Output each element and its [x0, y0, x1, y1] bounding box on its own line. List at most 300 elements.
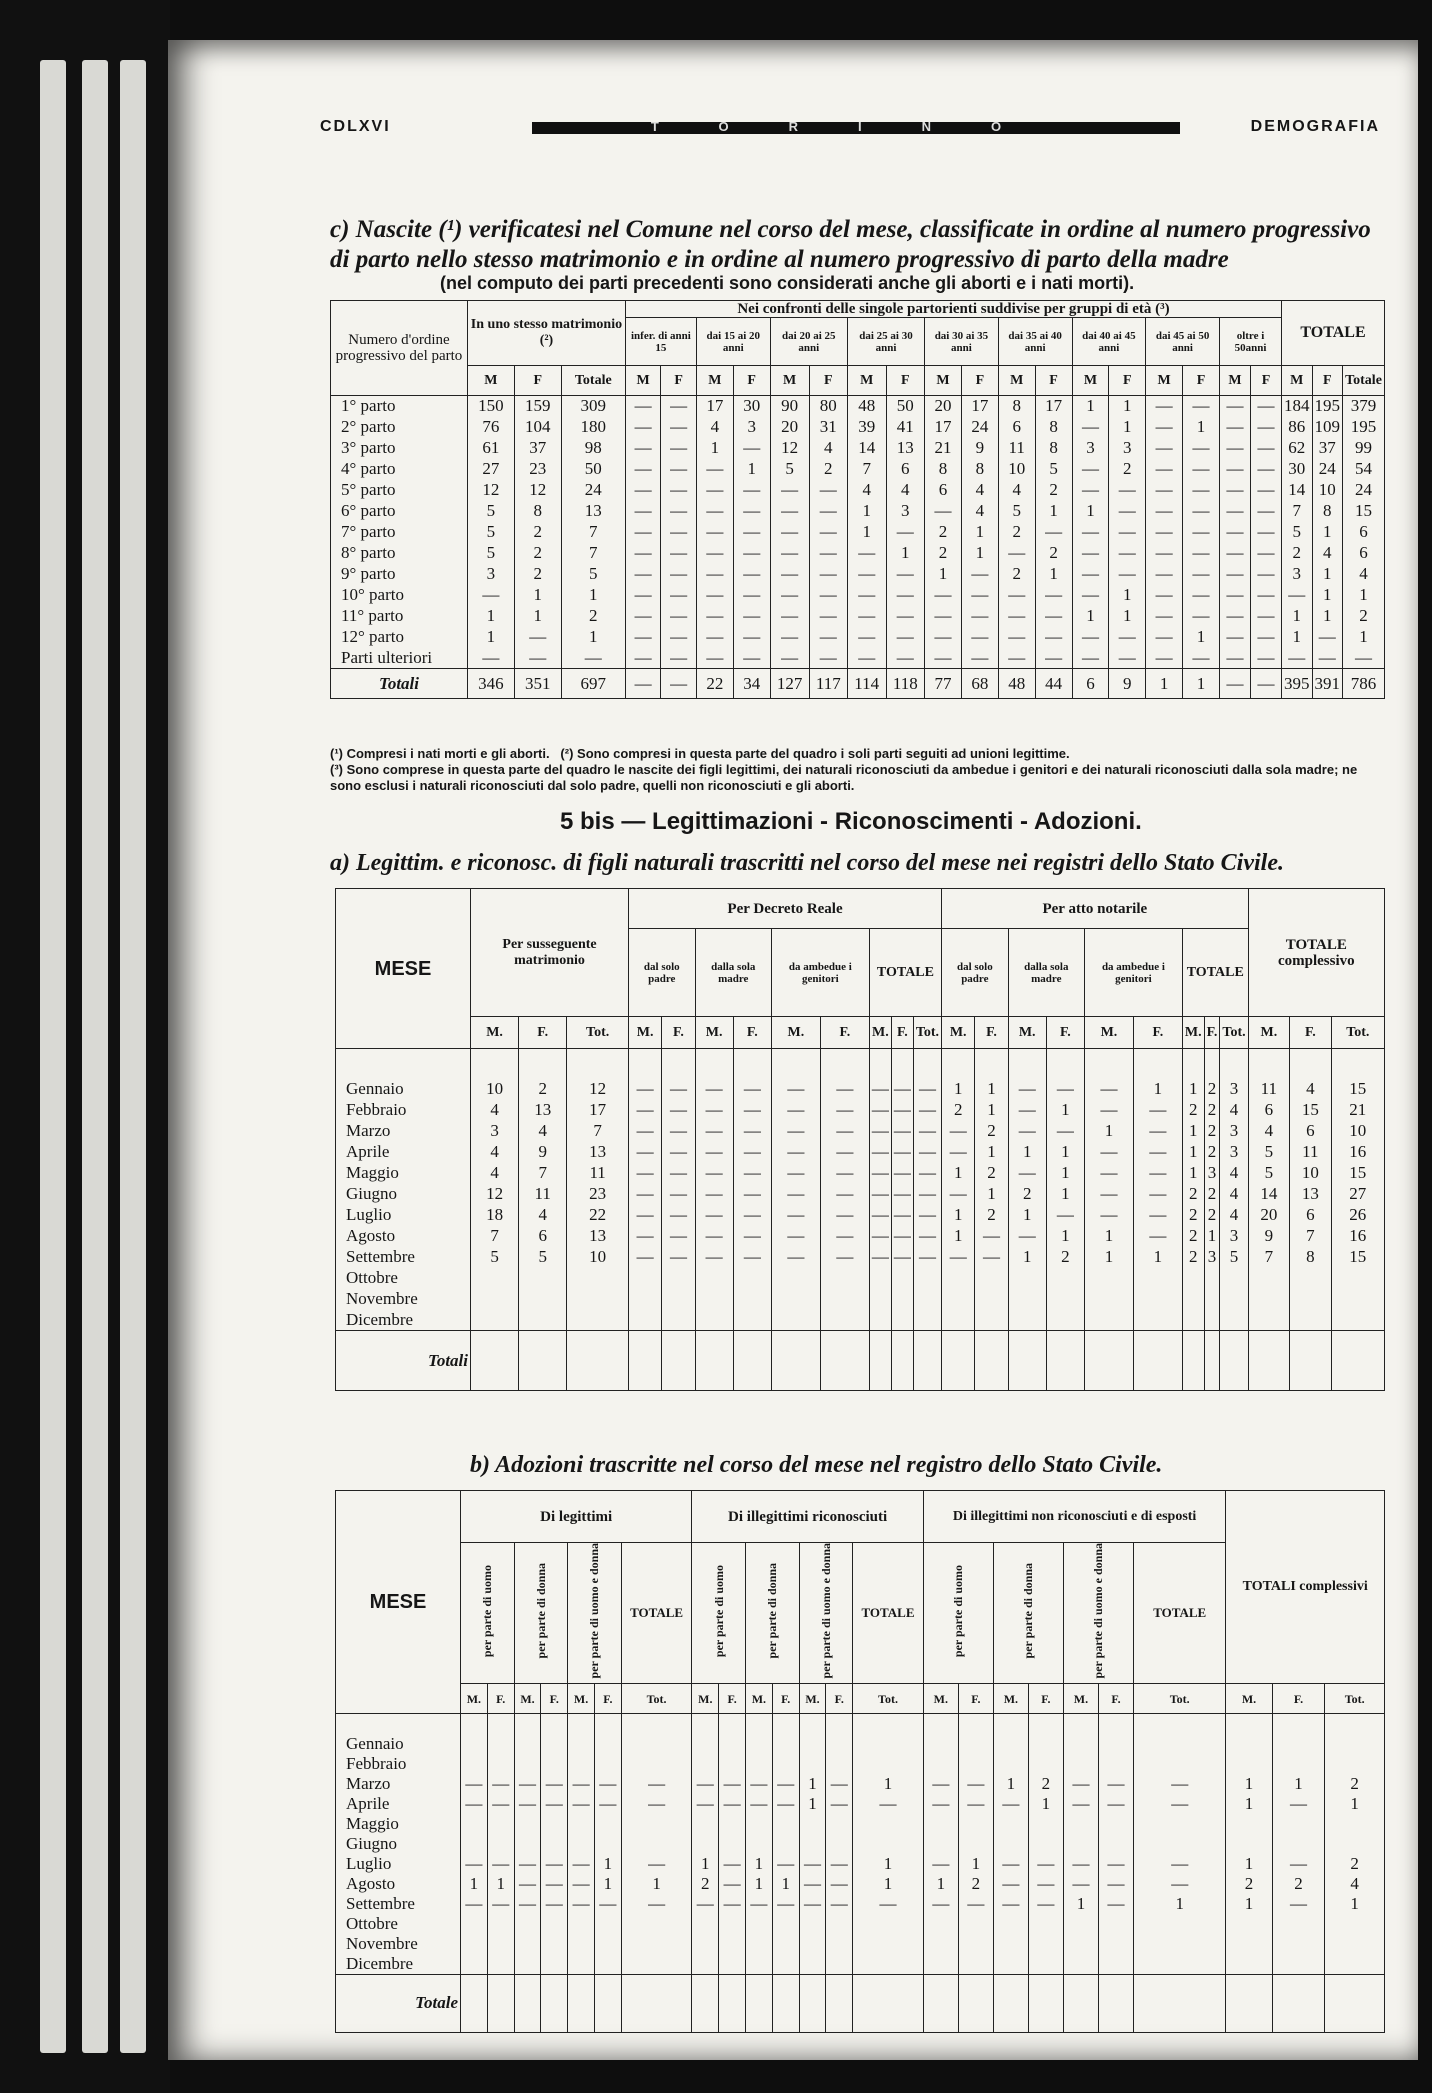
- row-label: 3° parto: [331, 438, 468, 459]
- cell: [1046, 1289, 1084, 1310]
- cell: —: [1219, 501, 1250, 522]
- cell: —: [1008, 1100, 1046, 1121]
- cell: [1182, 1268, 1204, 1289]
- cell: —: [820, 1142, 869, 1163]
- cell: [461, 1954, 488, 1975]
- cell: —: [1072, 522, 1109, 543]
- cell: —: [869, 1100, 891, 1121]
- cell: —: [1250, 585, 1281, 606]
- cell: [1272, 1754, 1325, 1774]
- cell: 31: [809, 417, 847, 438]
- cell: [820, 1289, 869, 1310]
- cell: —: [661, 543, 697, 564]
- cell: —: [1250, 417, 1281, 438]
- cell: 2: [1204, 1142, 1220, 1163]
- cell: 14: [1248, 1184, 1290, 1205]
- cell: [519, 1289, 567, 1310]
- cell: 1: [925, 564, 962, 585]
- film-strip: [82, 60, 108, 2053]
- col-totale: TOTALE: [1282, 301, 1385, 366]
- cell: 2: [1008, 1184, 1046, 1205]
- table-row: [331, 627, 1385, 648]
- cell: 1: [1226, 1854, 1272, 1874]
- age-group-4: dai 30 ai 35 anni: [925, 318, 999, 366]
- cell: —: [1084, 1079, 1133, 1100]
- cell: 379: [1343, 396, 1385, 417]
- cell: [1204, 1310, 1220, 1331]
- cell: [1134, 1714, 1226, 1734]
- table-row: [336, 1100, 1385, 1121]
- cell: —: [1133, 1205, 1182, 1226]
- header-bar-text: TORINO: [650, 119, 1062, 134]
- table-row: [336, 1934, 1385, 1954]
- cell: 2: [1182, 1226, 1204, 1247]
- cell: 1: [1109, 417, 1146, 438]
- cell: —: [1146, 480, 1183, 501]
- cell: 21: [1331, 1100, 1384, 1121]
- cell: 1: [1035, 564, 1072, 585]
- cell: —: [696, 543, 733, 564]
- cell: —: [1109, 501, 1146, 522]
- cell: [471, 1049, 519, 1079]
- cell: [594, 1954, 621, 1975]
- cell: [662, 1049, 695, 1079]
- cell: —: [1133, 1163, 1182, 1184]
- table-row: [331, 480, 1385, 501]
- cell: —: [1183, 585, 1220, 606]
- cell: [519, 1268, 567, 1289]
- legitimations-table: [335, 888, 1385, 1391]
- cell: —: [891, 1100, 913, 1121]
- cell: —: [696, 522, 733, 543]
- cell: 3: [1220, 1142, 1248, 1163]
- cell: 8: [925, 459, 962, 480]
- cell: [923, 1714, 958, 1734]
- cell: [869, 1289, 891, 1310]
- cell: —: [733, 564, 770, 585]
- cell: —: [809, 480, 847, 501]
- cell: —: [1133, 1226, 1182, 1247]
- cell: 2: [1282, 543, 1313, 564]
- cell: [541, 1834, 568, 1854]
- mf-header: M: [696, 366, 733, 396]
- totals-label: Totale: [336, 1974, 461, 2032]
- cell: —: [487, 1774, 514, 1794]
- cell: —: [771, 1226, 820, 1247]
- cell: [746, 1834, 773, 1854]
- cell: [826, 1914, 853, 1934]
- cell: 2: [561, 606, 625, 627]
- cell: 2: [1028, 1774, 1063, 1794]
- cell: [695, 1049, 733, 1079]
- mf-header: F.: [1272, 1684, 1325, 1714]
- cell: [594, 1914, 621, 1934]
- cell: 4: [471, 1100, 519, 1121]
- cell: [923, 1814, 958, 1834]
- cell: 7: [847, 459, 886, 480]
- cell: [594, 1834, 621, 1854]
- cell: [471, 1289, 519, 1310]
- cell: —: [1008, 1226, 1046, 1247]
- cell: 2: [975, 1121, 1008, 1142]
- cell: 4: [1220, 1205, 1248, 1226]
- cell: —: [891, 1226, 913, 1247]
- page-header: [320, 118, 1380, 158]
- cell: 13: [567, 1142, 629, 1163]
- table-row: [336, 1142, 1385, 1163]
- cell: [487, 1714, 514, 1734]
- cell: 3: [1072, 438, 1109, 459]
- cell: 14: [847, 438, 886, 459]
- cell: [746, 1974, 773, 2032]
- cell: 3: [1282, 564, 1313, 585]
- cell: [975, 1289, 1008, 1310]
- cell: 7: [1282, 501, 1313, 522]
- cell: 4: [1290, 1079, 1332, 1100]
- row-label: Settembre: [336, 1247, 471, 1268]
- cell: —: [1063, 1854, 1098, 1874]
- sub-header-text: per parte di donna: [765, 1563, 780, 1659]
- cell: [1098, 1954, 1133, 1975]
- cell: 8: [1312, 501, 1343, 522]
- cell: [993, 1714, 1028, 1734]
- cell: —: [1035, 648, 1072, 669]
- cell: —: [886, 564, 925, 585]
- cell: [958, 1714, 993, 1734]
- totals-label: Totali: [331, 669, 468, 699]
- spacer-row: [336, 1714, 1385, 1734]
- cell: —: [733, 627, 770, 648]
- mf-header: F.: [958, 1684, 993, 1714]
- cell: 15: [1331, 1163, 1384, 1184]
- cell: —: [998, 585, 1035, 606]
- cell: [1272, 1934, 1325, 1954]
- cell: 1: [1325, 1894, 1385, 1914]
- cell: —: [1109, 480, 1146, 501]
- cell: —: [998, 648, 1035, 669]
- cell: [975, 1331, 1008, 1391]
- mf-header: M: [625, 366, 661, 396]
- cell: —: [1183, 501, 1220, 522]
- cell: [629, 1268, 662, 1289]
- cell: —: [661, 438, 697, 459]
- cell: —: [733, 1079, 771, 1100]
- cell: —: [886, 585, 925, 606]
- cell: [621, 1934, 692, 1954]
- cell: 2: [1226, 1874, 1272, 1894]
- cell: —: [733, 543, 770, 564]
- cell: 1: [1312, 522, 1343, 543]
- cell: [1063, 1934, 1098, 1954]
- cell: [1084, 1049, 1133, 1079]
- cell: 6: [1072, 669, 1109, 699]
- cell: 7: [471, 1226, 519, 1247]
- cell: [923, 1754, 958, 1774]
- cell: [820, 1268, 869, 1289]
- mf-header: F.: [541, 1684, 568, 1714]
- sub-header-2: da ambedue i genitori: [771, 929, 869, 1017]
- cell: [1325, 1754, 1385, 1774]
- cell: —: [692, 1774, 719, 1794]
- table-row: [331, 606, 1385, 627]
- cell: [975, 1268, 1008, 1289]
- cell: [993, 1754, 1028, 1774]
- row-label: Giugno: [336, 1834, 461, 1854]
- page-number: CDLXVI: [320, 118, 391, 135]
- cell: —: [1183, 564, 1220, 585]
- cell: —: [661, 606, 697, 627]
- cell: [1028, 1814, 1063, 1834]
- births-table: [330, 300, 1385, 699]
- cell: 8: [998, 396, 1035, 417]
- cell: [1008, 1049, 1046, 1079]
- cell: 23: [514, 459, 561, 480]
- cell: 17: [1035, 396, 1072, 417]
- row-label: 7° parto: [331, 522, 468, 543]
- sub-header-text: per parte di uomo e donna: [818, 1543, 833, 1679]
- cell: —: [1134, 1794, 1226, 1814]
- cell: [568, 1754, 595, 1774]
- cell: 5: [998, 501, 1035, 522]
- cell: 3: [1220, 1079, 1248, 1100]
- cell: —: [625, 438, 661, 459]
- cell: [662, 1331, 695, 1391]
- cell: —: [913, 1079, 941, 1100]
- cell: 1: [487, 1874, 514, 1894]
- cell: [746, 1734, 773, 1754]
- row-label: Giugno: [336, 1184, 471, 1205]
- cell: 4: [1220, 1100, 1248, 1121]
- cell: —: [869, 1163, 891, 1184]
- section-name: DEMOGRAFIA: [1250, 118, 1380, 135]
- cell: [1290, 1331, 1332, 1391]
- cell: 1: [799, 1794, 826, 1814]
- cell: 1: [468, 627, 515, 648]
- cell: 4: [1325, 1874, 1385, 1894]
- cell: 5: [519, 1247, 567, 1268]
- cell: 15: [1331, 1079, 1384, 1100]
- cell: —: [625, 501, 661, 522]
- cell: 7: [1248, 1247, 1290, 1268]
- cell: —: [696, 648, 733, 669]
- cell: —: [733, 606, 770, 627]
- cell: [461, 1974, 488, 2032]
- cell: [1226, 1754, 1272, 1774]
- mf-header: F.: [1290, 1017, 1332, 1049]
- cell: —: [771, 1163, 820, 1184]
- cell: —: [1250, 396, 1281, 417]
- cell: 1: [1046, 1184, 1084, 1205]
- cell: —: [771, 1184, 820, 1205]
- cell: [1063, 1974, 1098, 2032]
- cell: [1182, 1310, 1204, 1331]
- cell: —: [733, 501, 770, 522]
- cell: —: [695, 1100, 733, 1121]
- mf-header: F: [661, 366, 697, 396]
- sub-header-text: TOTALE: [1153, 1604, 1207, 1620]
- cell: —: [1028, 1854, 1063, 1874]
- mf-header: F.: [487, 1684, 514, 1714]
- cell: —: [629, 1205, 662, 1226]
- cell: 3: [471, 1121, 519, 1142]
- cell: —: [662, 1163, 695, 1184]
- cell: —: [998, 627, 1035, 648]
- cell: —: [719, 1894, 746, 1914]
- cell: [799, 1914, 826, 1934]
- cell: [746, 1954, 773, 1975]
- table-row: [336, 1734, 1385, 1754]
- cell: [568, 1914, 595, 1934]
- cell: —: [662, 1184, 695, 1205]
- cell: 1: [853, 1854, 924, 1874]
- row-label: Maggio: [336, 1163, 471, 1184]
- cell: [923, 1974, 958, 2032]
- table-row: [336, 1163, 1385, 1184]
- cell: 2: [925, 543, 962, 564]
- cell: 39: [847, 417, 886, 438]
- cell: —: [695, 1226, 733, 1247]
- cell: [1331, 1049, 1384, 1079]
- cell: [568, 1834, 595, 1854]
- cell: [1028, 1754, 1063, 1774]
- mf-header: F: [961, 366, 998, 396]
- cell: 54: [1343, 459, 1385, 480]
- cell: [913, 1049, 941, 1079]
- cell: 50: [886, 396, 925, 417]
- cell: [820, 1310, 869, 1331]
- cell: [692, 1974, 719, 2032]
- col-illegittimi-riconosciuti: Di illegittimi riconosciuti: [692, 1491, 923, 1543]
- cell: —: [1146, 648, 1183, 669]
- cell: [567, 1268, 629, 1289]
- cell: [692, 1814, 719, 1834]
- cell: —: [621, 1794, 692, 1814]
- sub-header-3: [1134, 1543, 1226, 1684]
- cell: —: [1183, 396, 1220, 417]
- cell: [541, 1934, 568, 1954]
- cell: 22: [567, 1205, 629, 1226]
- cell: 2: [1204, 1079, 1220, 1100]
- cell: [772, 1714, 799, 1734]
- cell: [629, 1049, 662, 1079]
- cell: 7: [561, 543, 625, 564]
- cell: —: [1183, 438, 1220, 459]
- cell: 68: [961, 669, 998, 699]
- cell: 98: [561, 438, 625, 459]
- cell: —: [1250, 501, 1281, 522]
- cell: 1: [1282, 627, 1313, 648]
- cell: —: [993, 1794, 1028, 1814]
- cell: [853, 1814, 924, 1834]
- mf-header: F.: [1098, 1684, 1133, 1714]
- mf-header: M.: [771, 1017, 820, 1049]
- cell: [1325, 1914, 1385, 1934]
- cell: 5: [471, 1247, 519, 1268]
- cell: [771, 1331, 820, 1391]
- cell: —: [629, 1163, 662, 1184]
- cell: —: [514, 627, 561, 648]
- cell: —: [961, 606, 998, 627]
- cell: 3: [1220, 1226, 1248, 1247]
- cell: [1204, 1289, 1220, 1310]
- cell: 2: [514, 564, 561, 585]
- cell: [853, 1914, 924, 1934]
- cell: —: [1008, 1121, 1046, 1142]
- cell: 1: [1312, 564, 1343, 585]
- cell: [891, 1289, 913, 1310]
- cell: [1046, 1049, 1084, 1079]
- cell: —: [826, 1874, 853, 1894]
- cell: —: [853, 1794, 924, 1814]
- row-label: Marzo: [336, 1121, 471, 1142]
- cell: —: [1183, 543, 1220, 564]
- cell: 27: [468, 459, 515, 480]
- cell: [1134, 1754, 1226, 1774]
- cell: [719, 1714, 746, 1734]
- cell: 20: [925, 396, 962, 417]
- cell: [1331, 1289, 1384, 1310]
- mf-header: M: [1146, 366, 1183, 396]
- cell: [771, 1289, 820, 1310]
- cell: —: [958, 1794, 993, 1814]
- cell: [471, 1268, 519, 1289]
- cell: 11: [1248, 1079, 1290, 1100]
- cell: —: [1084, 1163, 1133, 1184]
- col-order-label: Numero d'ordine progressivo del parto: [331, 301, 468, 396]
- table-row: [331, 648, 1385, 669]
- cell: [514, 1974, 541, 2032]
- cell: —: [733, 585, 770, 606]
- cell: —: [993, 1874, 1028, 1894]
- cell: [1063, 1734, 1098, 1754]
- cell: [594, 1734, 621, 1754]
- cell: —: [820, 1079, 869, 1100]
- cell: [942, 1331, 975, 1391]
- table-row: [336, 1226, 1385, 1247]
- cell: 2: [809, 459, 847, 480]
- cell: 2: [975, 1163, 1008, 1184]
- cell: [1331, 1268, 1384, 1289]
- cell: [799, 1934, 826, 1954]
- table-row: [336, 1184, 1385, 1205]
- cell: [471, 1331, 519, 1391]
- row-label: 5° parto: [331, 480, 468, 501]
- cell: —: [1219, 543, 1250, 564]
- cell: 1: [1182, 1142, 1204, 1163]
- cell: 11: [1290, 1142, 1332, 1163]
- cell: 23: [567, 1184, 629, 1205]
- cell: 1: [692, 1854, 719, 1874]
- mf-header: Tot.: [853, 1684, 924, 1714]
- cell: —: [847, 627, 886, 648]
- table-row: [336, 1854, 1385, 1874]
- cell: —: [719, 1854, 746, 1874]
- cell: 1: [1046, 1163, 1084, 1184]
- cell: —: [772, 1774, 799, 1794]
- cell: —: [461, 1774, 488, 1794]
- mf-header: Tot.: [913, 1017, 941, 1049]
- cell: —: [891, 1142, 913, 1163]
- cell: 2: [514, 522, 561, 543]
- cell: [514, 1734, 541, 1754]
- mf-header: M.: [1226, 1684, 1272, 1714]
- cell: —: [942, 1142, 975, 1163]
- cell: 6: [886, 459, 925, 480]
- cell: [621, 1974, 692, 2032]
- cell: 1: [1183, 627, 1220, 648]
- sub-header-2: [568, 1543, 622, 1684]
- cell: 1: [514, 606, 561, 627]
